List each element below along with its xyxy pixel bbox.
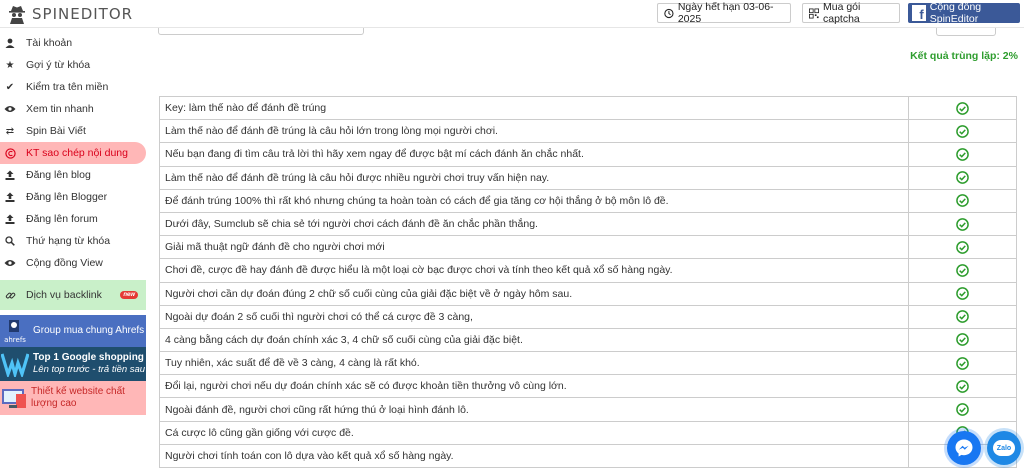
spy-logo-icon [8, 4, 26, 24]
result-row [160, 421, 1017, 444]
eye-icon [3, 105, 17, 113]
sidebar-item-label: Dịch vụ backlink [26, 289, 102, 301]
check-circle-icon [956, 148, 969, 161]
sidebar-item-backlink-service[interactable] [0, 280, 146, 310]
sidebar-item-label: Thứ hạng từ khóa [26, 235, 111, 247]
result-status-cell [909, 212, 1017, 235]
result-sentence: Ngoài dự đoán 2 số cuối thì người chơi có thể cá cược đề 3 càng, [160, 305, 909, 328]
result-row [160, 375, 1017, 398]
shuffle-icon: ⇄ [5, 125, 15, 137]
sidebar-item-copy-check[interactable] [0, 142, 146, 164]
result-sentence: Ngoài đánh đề, người chơi cũng rất hứng thú ở loại hình đánh lô. [160, 398, 909, 421]
promo-website-design[interactable] [0, 381, 146, 415]
check-circle-icon [956, 194, 969, 207]
link-icon [3, 290, 17, 301]
result-sentence: Làm thế nào để đánh đề trúng là câu hỏi được nhiều người chơi truy vấn hiện nay. [160, 166, 909, 189]
result-row [160, 352, 1017, 375]
sidebar-item-keyword-suggest[interactable] [0, 54, 146, 76]
check-circle-icon [956, 264, 969, 277]
result-sentence: Làm thế nào để đánh đề trúng là câu hỏi lớn trong lòng mọi người chơi. [160, 120, 909, 143]
sidebar [0, 32, 146, 470]
result-status-cell [909, 398, 1017, 421]
community-button[interactable] [908, 3, 1020, 23]
expiry-button[interactable] [657, 3, 791, 23]
top-bar [0, 0, 1024, 28]
messenger-icon [954, 438, 974, 458]
result-sentence: Đổi lại, người chơi nếu dự đoán chính xác sẽ có được khoản tiền thưởng vô cùng lớn. [160, 375, 909, 398]
content-input[interactable] [158, 28, 364, 35]
result-sentence: Cá cược lô cũng gần giống với cược đề. [160, 421, 909, 444]
sidebar-item-label: KT sao chép nội dung [26, 147, 128, 159]
result-row [160, 166, 1017, 189]
duplicate-result: Kết quả trùng lặp: 2% [910, 50, 1018, 62]
sidebar-item-label: Xem tin nhanh [26, 103, 94, 115]
sidebar-item-domain-check[interactable] [0, 76, 146, 98]
result-sentence: Tuy nhiên, xác suất để đề về 3 càng, 4 càng là rất khó. [160, 352, 909, 375]
promo-ahrefs-label: Group mua chung Ahrefs [33, 324, 145, 336]
sidebar-item-post-blogger[interactable] [0, 186, 146, 208]
check-circle-icon [956, 403, 969, 416]
result-row [160, 212, 1017, 235]
result-sentence: Để đánh trúng 100% thì rất khó nhưng chúng ta hoàn toàn có cách để gia tăng cơ hội thắng ở bộ môn lô đề. [160, 189, 909, 212]
check-circle-icon [956, 287, 969, 300]
check-circle-icon [956, 102, 969, 115]
result-status-cell [909, 189, 1017, 212]
result-row [160, 282, 1017, 305]
sidebar-item-community-view[interactable] [0, 252, 146, 274]
result-row [160, 398, 1017, 421]
brand-name: SPINEDITOR [32, 5, 134, 23]
result-sentence: Nếu bạn đang đi tìm câu trả lời thì hãy xem ngay để được bật mí cách đánh ăn chắc nhất. [160, 143, 909, 166]
sidebar-item-label: Cộng đồng View [26, 257, 103, 269]
result-row [160, 189, 1017, 212]
check-circle-icon [956, 125, 969, 138]
result-row [160, 236, 1017, 259]
result-sentence: Giải mã thuật ngữ đánh đề cho người chơi mới [160, 236, 909, 259]
copyright-icon [3, 148, 17, 159]
sidebar-item-keyword-rank[interactable] [0, 230, 146, 252]
sidebar-item-label: Spin Bài Viết [26, 125, 86, 137]
check-circle-icon [956, 171, 969, 184]
main-content [146, 28, 1024, 470]
promo-google-shopping-title: Top 1 Google shopping [33, 351, 144, 363]
captcha-label: Mua gói captcha [823, 1, 861, 25]
sidebar-item-label: Đăng lên forum [26, 213, 98, 225]
check-circle-icon [956, 380, 969, 393]
result-status-cell [909, 328, 1017, 351]
result-row [160, 120, 1017, 143]
result-status-cell [909, 236, 1017, 259]
promo-google-shopping-text [30, 352, 145, 376]
result-sentence: Dưới đây, Sumclub sẽ chia sẻ tới người chơi cách đánh đề ăn chắc phần thắng. [160, 212, 909, 235]
result-row [160, 328, 1017, 351]
result-status-cell [909, 120, 1017, 143]
sidebar-item-post-blog[interactable] [0, 164, 146, 186]
ahrefs-logo-icon [0, 315, 30, 347]
sidebar-item-quick-news[interactable] [0, 98, 146, 120]
sidebar-item-spin-article[interactable] [0, 120, 146, 142]
w-logo-icon [0, 347, 30, 381]
check-circle-icon [956, 357, 969, 370]
result-sentence: Chơi đề, cược đề hay đánh đề được hiểu là một loại cờ bạc được chơi và tính theo kết quả xổ số hàng ngày. [160, 259, 909, 282]
result-row [160, 444, 1017, 467]
website-design-icon [0, 381, 28, 415]
qr-code-icon [809, 8, 819, 19]
check-icon: ✔ [5, 81, 15, 93]
promo-google-shopping-subtitle: Lên top trước - trả tiền sau [33, 364, 146, 376]
sidebar-item-label: Tài khoản [26, 37, 73, 49]
result-row [160, 143, 1017, 166]
facebook-icon: f [912, 5, 926, 21]
zalo-button[interactable] [987, 431, 1021, 465]
check-circle-icon [956, 218, 969, 231]
upload-icon [3, 214, 17, 224]
result-status-cell [909, 97, 1017, 120]
brand[interactable] [8, 3, 133, 25]
sidebar-item-label: Gợi ý từ khóa [26, 59, 91, 71]
sidebar-item-post-forum[interactable] [0, 208, 146, 230]
sidebar-item-account[interactable] [0, 32, 146, 54]
new-badge: new [120, 291, 138, 299]
result-row [160, 259, 1017, 282]
result-status-cell [909, 143, 1017, 166]
sidebar-item-label: Đăng lên Blogger [26, 191, 108, 203]
result-status-cell [909, 166, 1017, 189]
results-table [159, 96, 1017, 468]
clock-icon [664, 8, 674, 19]
sidebar-item-label: Kiểm tra tên miền [26, 81, 109, 93]
zalo-icon: Zalo [993, 440, 1015, 456]
check-circle-icon [956, 241, 969, 254]
star-icon: ★ [5, 59, 15, 71]
result-row [160, 305, 1017, 328]
result-sentence: Người chơi tính toán con lô dựa vào kết quả xổ số hàng ngày. [160, 444, 909, 467]
check-circle-icon [956, 333, 969, 346]
check-circle-icon [956, 310, 969, 323]
result-status-cell [909, 282, 1017, 305]
expiry-label: Ngày hết hạn 03-06-2025 [677, 1, 774, 25]
result-status-cell [909, 305, 1017, 328]
promo-ahrefs[interactable] [0, 315, 146, 347]
result-status-cell [909, 375, 1017, 398]
result-sentence: Key: làm thế nào để đánh đề trúng [160, 97, 909, 120]
eye-icon [3, 259, 17, 267]
result-row [160, 97, 1017, 120]
sidebar-item-label: Đăng lên blog [26, 169, 91, 181]
messenger-button[interactable] [947, 431, 981, 465]
check-button[interactable] [936, 28, 996, 36]
result-sentence: Người chơi cần dự đoán đúng 2 chữ số cuối cùng của giải đặc biệt về ở ngày hôm sau. [160, 282, 909, 305]
promo-google-shopping[interactable] [0, 347, 146, 381]
promo-website-design-label: Thiết kế website chất lượng cao [31, 385, 125, 409]
upload-icon [3, 192, 17, 202]
user-icon [3, 38, 17, 48]
result-status-cell [909, 352, 1017, 375]
result-sentence: 4 càng bằng cách dự đoán chính xác 3, 4 chữ số cuối cùng của giải đặc biệt. [160, 328, 909, 351]
search-icon [3, 236, 17, 246]
buy-captcha-button[interactable] [802, 3, 900, 23]
upload-icon [3, 170, 17, 180]
svg-text:ahrefs: ahrefs [4, 336, 26, 344]
result-status-cell [909, 259, 1017, 282]
community-label: Cộng đồng SpinEditor [929, 1, 982, 25]
